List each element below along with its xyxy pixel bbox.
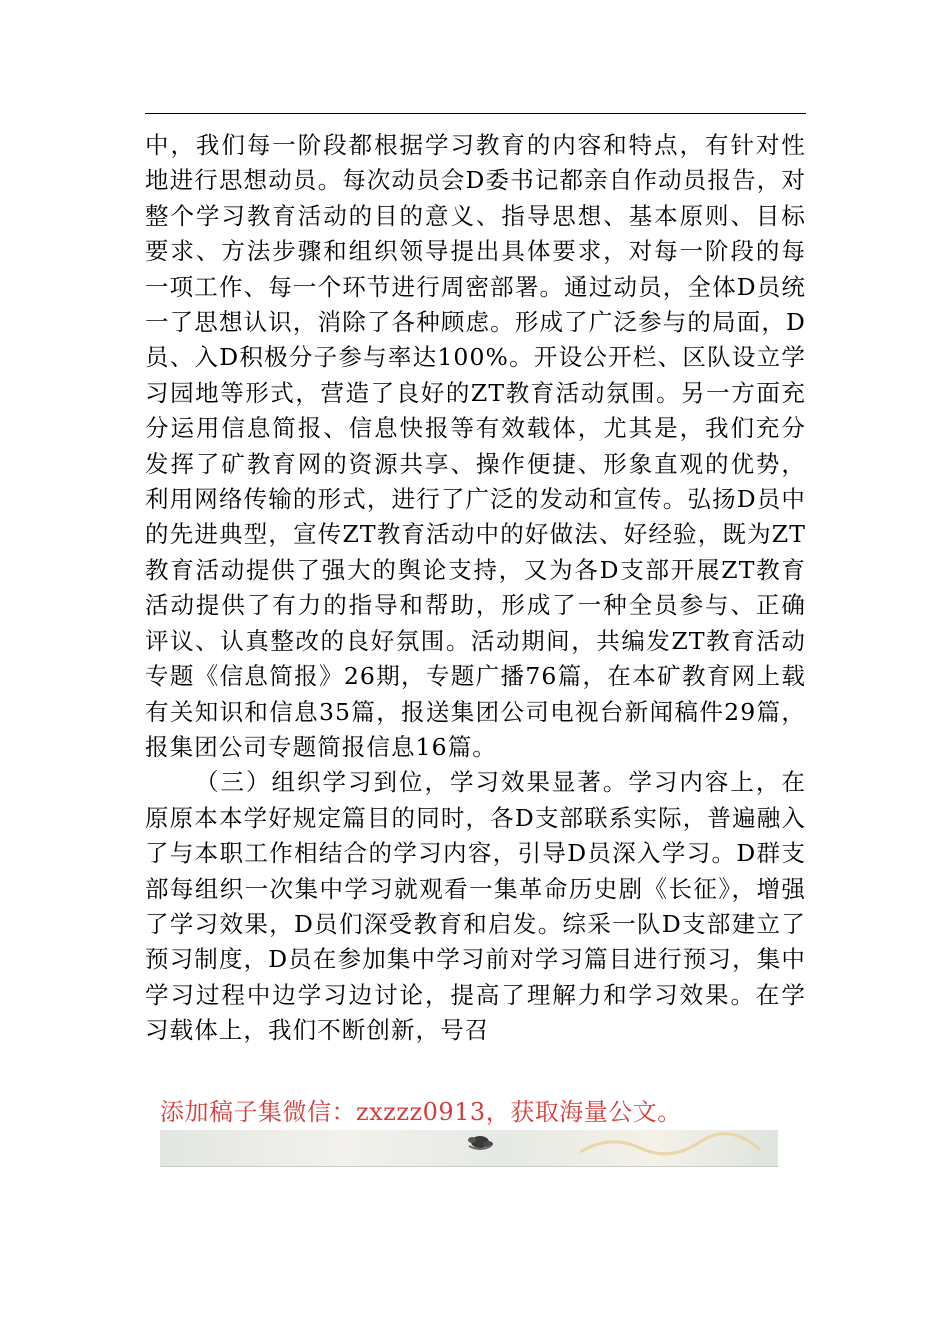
promo-text: 添加稿子集微信：zxzzz0913，获取海量公文。: [160, 1098, 682, 1126]
ink-splash-icon: [463, 1132, 497, 1154]
document-body: [145, 128, 806, 1049]
paragraph-publicity: 中，我们每一阶段都根据学习教育的内容和特点，有针对性地进行思想动员。每次动员会D委书记都亲自作动员报告，对整个学习教育活动的目的意义、指导思想、基本原则、目标要求、方法步骤和组织领导提出具体要求，对每一阶段的每一项工作、每一个环节进行周密部署。通过动员，全体D员统一了思想认识，消除了各种顾虑。形成了广泛参与的局面，D员、入D积极分子参与率达100%。开设公开栏、区队设立学习园地等形式，营造了良好的ZT教育活动氛围。另一方面充分运用信息简报、信息快报等有效载体，尤其是，我们充分发挥了矿教育网的资源共享、操作便捷、形象直观的优势，利用网络传输的形式，进行了广泛的发动和宣传。弘扬D员中的先进典型，宣传ZT教育活动中的好做法、好经验，既为ZT教育活动提供了强大的舆论支持，又为各D支部开展ZT教育活动提供了有力的指导和帮助，形成了一种全员参与、正确评议、认真整改的良好氛围。活动期间，共编发ZT教育活动专题《信息简报》26期，专题广播76篇，在本矿教育网上载有关知识和信息35篇，报送集团公司电视台新闻稿件29篇，报集团公司专题简报信息16篇。: [145, 131, 806, 761]
footer-banner-image: [160, 1130, 778, 1167]
header-rule: [145, 113, 806, 114]
paragraph-study-organization: （三）组织学习到位，学习效果显著。学习内容上，在原原本本学好规定篇目的同时，各D支部联系实际，普遍融入了与本职工作相结合的学习内容，引导D员深入学习。D群支部每组织一次集中学习就观看一集革命历史剧《长征》，增强了学习效果，D员们深受教育和启发。综采一队D支部建立了预习制度，D员在参加集中学习前对学习篇目进行预习，集中学习过程中边学习边讨论，提高了理解力和学习效果。在学习载体上，我们不断创新，号召: [145, 768, 806, 1045]
decorative-swirl-icon: [580, 1130, 760, 1166]
